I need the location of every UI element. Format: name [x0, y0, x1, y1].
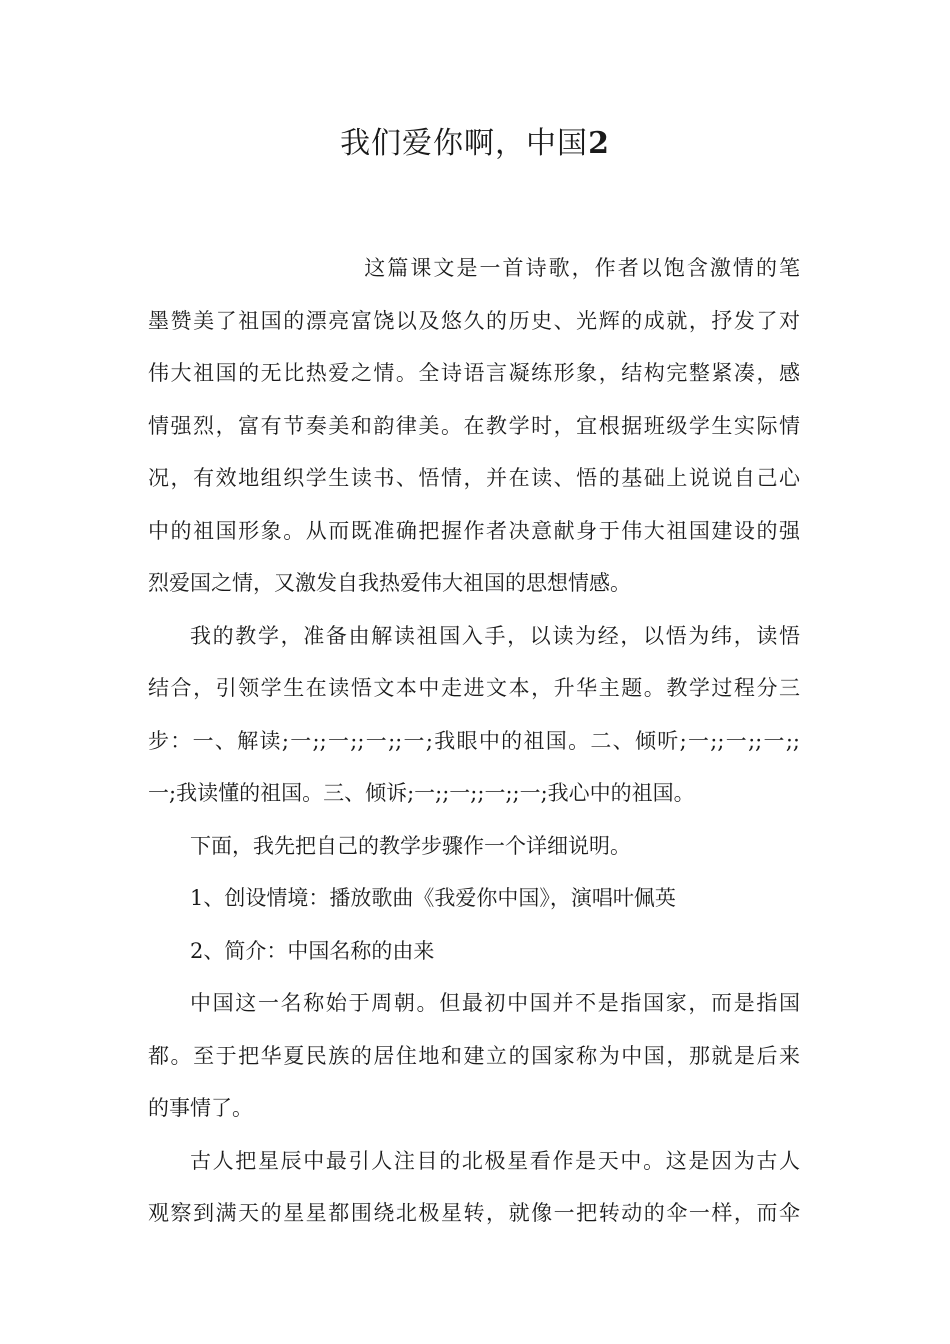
text-line: 这篇课文是一首诗歌，作者以饱含激情的笔	[364, 256, 800, 280]
title-number: 2	[588, 126, 610, 161]
page-title	[0, 122, 950, 166]
text-line: 烈爱国之情，又激发自我热爱伟大祖国的思想情感。	[148, 571, 631, 595]
text-line: 结合，引领学生在读悟文本中走进文本，升华主题。教学过程分三	[148, 676, 800, 700]
paragraph-steps-intro	[148, 820, 800, 873]
document-body	[148, 242, 800, 1240]
paragraph-step-2	[148, 925, 800, 978]
text-line: 都。至于把华夏民族的居住地和建立的国家称为中国，那就是后来	[148, 1043, 800, 1068]
paragraph-teaching-plan	[148, 610, 800, 820]
text-line: 一;我读懂的祖国。三、倾诉;一;;一;;一;;一;我心中的祖国。	[148, 781, 695, 805]
text-line: 2、简介：中国名称的由来	[190, 938, 435, 963]
title-text: 我们爱你啊，中国	[340, 126, 589, 161]
text-line: 步：一、解读;一;;一;;一;;一;我眼中的祖国。二、倾听;一;;一;;一;;	[148, 728, 800, 753]
text-line: 古人把星辰中最引人注目的北极星看作是天中。这是因为古人	[190, 1148, 800, 1173]
text-line: 的事情了。	[148, 1096, 253, 1120]
text-line: 伟大祖国的无比热爱之情。全诗语言凝练形象，结构完整紧凑，感	[148, 361, 800, 385]
text-line: 况，有效地组织学生读书、悟情，并在读、悟的基础上说说自己心	[148, 466, 800, 490]
text-line: 1、创设情境：播放歌曲《我爱你中国》，演唱叶佩英	[190, 886, 676, 910]
text-line: 观察到满天的星星都围绕北极星转，就像一把转动的伞一样，而伞	[148, 1201, 800, 1225]
text-line: 下面，我先把自己的教学步骤作一个详细说明。	[190, 833, 631, 858]
paragraph-step-1	[148, 872, 800, 925]
text-line: 墨赞美了祖国的漂亮富饶以及悠久的历史、光辉的成就，抒发了对	[148, 308, 800, 333]
text-line: 我的教学，准备由解读祖国入手，以读为经，以悟为纬，读悟	[190, 623, 800, 648]
text-line: 中的祖国形象。从而既准确把握作者决意献身于伟大祖国建设的强	[148, 518, 800, 543]
paragraph-intro	[148, 242, 800, 610]
paragraph-north-star	[148, 1135, 800, 1240]
text-line: 中国这一名称始于周朝。但最初中国并不是指国家，而是指国	[190, 991, 800, 1015]
text-line: 情强烈，富有节奏美和韵律美。在教学时，宜根据班级学生实际情	[148, 413, 800, 438]
paragraph-name-origin	[148, 977, 800, 1135]
